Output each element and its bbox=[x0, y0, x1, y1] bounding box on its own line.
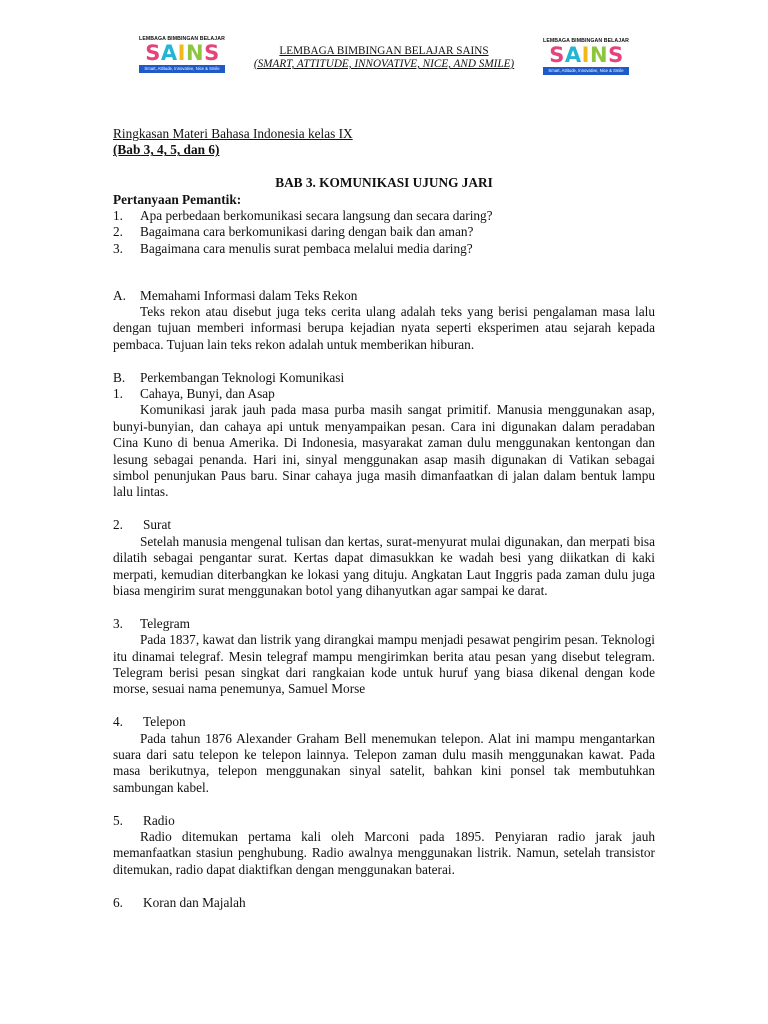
logo-letter: I bbox=[581, 43, 589, 67]
section-a-heading bbox=[113, 288, 655, 304]
subsection-number: 1. bbox=[113, 386, 123, 402]
section-a-paragraph: Teks rekon atau disebut juga teks cerita ulang adalah teks yang berisi pengalaman masa lalu dengan tujuan memberi informasi berupa kejadian nyata seperti eksperimen atau sejarah kepada pembaca. Tujuan lain teks rekon adalah untuk memberikan hiburan. bbox=[113, 304, 655, 352]
subsection-heading bbox=[113, 714, 655, 730]
subsection-number: 4. bbox=[113, 714, 123, 730]
section-number: B. bbox=[113, 369, 126, 385]
section-title: Perkembangan Teknologi Komunikasi bbox=[140, 369, 345, 385]
subsection-paragraph: Radio ditemukan pertama kali oleh Marconi pada 1895. Penyiaran radio jarak jauh memanfaatkan stasiun penghubung. Radio awalnya menggunakan listrik. Namun, setelah transistor ditemukan, radio dapat diaktifkan dengan menggunakan baterai. bbox=[113, 828, 655, 877]
logo-letter: A bbox=[160, 41, 177, 65]
subsection-number: 5. bbox=[113, 812, 123, 828]
doc-title: Ringkasan Materi Bahasa Indonesia kelas IX bbox=[113, 126, 353, 141]
logo-top-text: LEMBAGA BIMBINGAN BELAJAR bbox=[543, 38, 629, 44]
logo-letter: A bbox=[564, 43, 581, 67]
question-number: 3. bbox=[113, 240, 123, 256]
subsection-title: Radio bbox=[143, 812, 175, 828]
subsection-number: 2. bbox=[113, 517, 123, 533]
subsection-heading bbox=[113, 813, 655, 829]
header-line-1: LEMBAGA BIMBINGAN BELAJAR SAINS bbox=[279, 45, 489, 57]
logo-letter: S bbox=[549, 43, 564, 67]
subsection-paragraph: Komunikasi jarak jauh pada masa purba masih sangat primitif. Manusia menggunakan asap, bunyi-bunyian, dan cahaya api untuk menyampaikan pesan. Cara ini digunakan dalam peradaban Cina Kuno di benua Amerika. Di Indonesia, masyarakat zaman dulu menggunakan kentongan dan lesung sebagai penanda. Hari ini, sinyal menggunakan asap masih digunakan di Vatikan sebagai simbol penunjukan Paus baru. Sinar cahaya juga masih dimanfaatkan di jalan dalam bentuk lampu lalu lintas. bbox=[113, 402, 655, 500]
subsection-title: Cahaya, Bunyi, dan Asap bbox=[140, 386, 275, 402]
section-number: A. bbox=[113, 287, 126, 303]
question-text: Bagaimana cara menulis surat pembaca melalui media daring? bbox=[140, 240, 473, 256]
subsection-paragraph: Setelah manusia mengenal tulisan dan kertas, surat-menyurat mulai digunakan, dan merpati bisa dilatih sebagai pengantar surat. Kertas dapat dimasukkan ke wadah besi yang diikatkan di kaki merpati, kemudian diterbangkan ke lokasi yang dituju. Angkatan Laut Inggris pada zaman dulu juga biasa mengirim surat menggunakan botol yang dihanyutkan agar sampai ke darat. bbox=[113, 533, 655, 598]
question-number: 1. bbox=[113, 208, 123, 224]
questions-heading: Pertanyaan Pemantik: bbox=[113, 191, 242, 207]
subsection-heading bbox=[113, 895, 655, 911]
logo-letter: N bbox=[590, 43, 608, 67]
subsection-heading bbox=[113, 517, 655, 533]
document-body bbox=[113, 126, 655, 911]
logo-letter: S bbox=[608, 43, 623, 67]
logo-letter: S bbox=[145, 41, 160, 65]
question-text: Bagaimana cara berkomunikasi daring dengan baik dan aman? bbox=[140, 224, 474, 240]
logo-letter: S bbox=[204, 41, 219, 65]
doc-subtitle: (Bab 3, 4, 5, dan 6) bbox=[113, 142, 220, 158]
logo-tagline: Smart, Attitude, Innovative, Nice & Smile bbox=[139, 65, 225, 73]
subsection-title: Telegram bbox=[140, 615, 191, 631]
subsection-title: Surat bbox=[143, 517, 172, 533]
subsection-paragraph: Pada 1837, kawat dan listrik yang dirangkai mampu menjadi pesawat pengirim pesan. Teknologi itu dinamai telegraf. Mesin telegraf mampu mengirimkan berita atau pesan yang disebut telegram. Telegram berisi pesan singkat dari rangkaian kode untuk huruf yang biasa dikenal dengan kode morse, sesuai nama penemunya, Samuel Morse bbox=[113, 632, 655, 697]
subsection-paragraph: Pada tahun 1876 Alexander Graham Bell menemukan telepon. Alat ini mampu mengantarkan suara dari satu telepon ke telepon lainnya. Telepon zaman dulu masih menggunakan kawat. Pada masa berikutnya, telepon menggunakan sinyal satelit, bahkan kini ponsel tak membutuhkan sambungan kabel. bbox=[113, 730, 655, 795]
subsection-number: 3. bbox=[113, 615, 123, 631]
question-item bbox=[113, 241, 655, 257]
subsection-heading bbox=[113, 386, 655, 402]
chapter-title: BAB 3. KOMUNIKASI UJUNG JARI bbox=[275, 175, 493, 191]
question-item bbox=[113, 224, 655, 240]
header-line-2: (SMART, ATTITUDE, INNOVATIVE, NICE, AND SMILE) bbox=[253, 58, 515, 70]
logo-letter: N bbox=[186, 41, 204, 65]
section-title: Memahami Informasi dalam Teks Rekon bbox=[140, 287, 358, 303]
logo-top-text: LEMBAGA BIMBINGAN BELAJAR bbox=[139, 36, 225, 42]
question-item bbox=[113, 208, 655, 224]
logo-letter: I bbox=[177, 41, 185, 65]
subsection-heading bbox=[113, 616, 655, 632]
question-number: 2. bbox=[113, 224, 123, 240]
subsection-title: Telepon bbox=[143, 714, 186, 730]
subsection-number: 6. bbox=[113, 894, 123, 910]
logo-tagline: Smart, Attitude, Innovative, Nice & Smile bbox=[543, 67, 629, 75]
section-b-heading bbox=[113, 370, 655, 386]
subsection-title: Koran dan Majalah bbox=[143, 894, 246, 910]
question-text: Apa perbedaan berkomunikasi secara langsung dan secara daring? bbox=[140, 208, 493, 224]
